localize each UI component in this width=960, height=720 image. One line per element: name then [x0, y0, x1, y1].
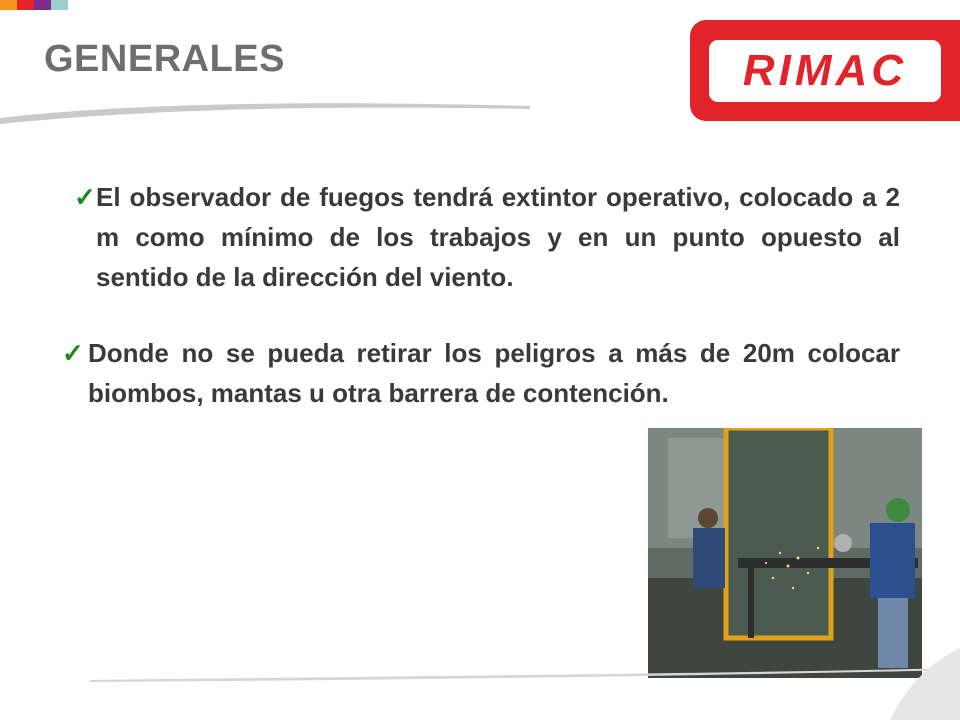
checkmark-icon: ✓: [62, 338, 84, 368]
footer-swoosh: [0, 640, 960, 720]
bullet-barriers: Donde no se pueda retirar los peligros a más de 20m colocar biombos, mantas u otra barrera de contención.: [88, 338, 900, 408]
accent-teal: [51, 0, 68, 10]
bullet-fire-observer: El observador de fuegos tendrá extintor operativo, colocado a 2 m como mínimo de los trabajos y en un punto opuesto al sentido de la dirección del viento.: [96, 182, 900, 292]
logo-text: RIMAC: [742, 45, 908, 95]
checkmark-icon: ✓: [74, 182, 96, 212]
accent-red: [17, 0, 34, 10]
slide-title: GENERALES: [44, 38, 285, 80]
accent-purple: [34, 0, 51, 10]
accent-color-bar: [0, 0, 68, 10]
accent-orange: [0, 0, 17, 10]
title-underline-swoosh: [0, 96, 530, 124]
rimac-logo: [690, 20, 960, 121]
logo-inner-badge: [709, 40, 941, 102]
